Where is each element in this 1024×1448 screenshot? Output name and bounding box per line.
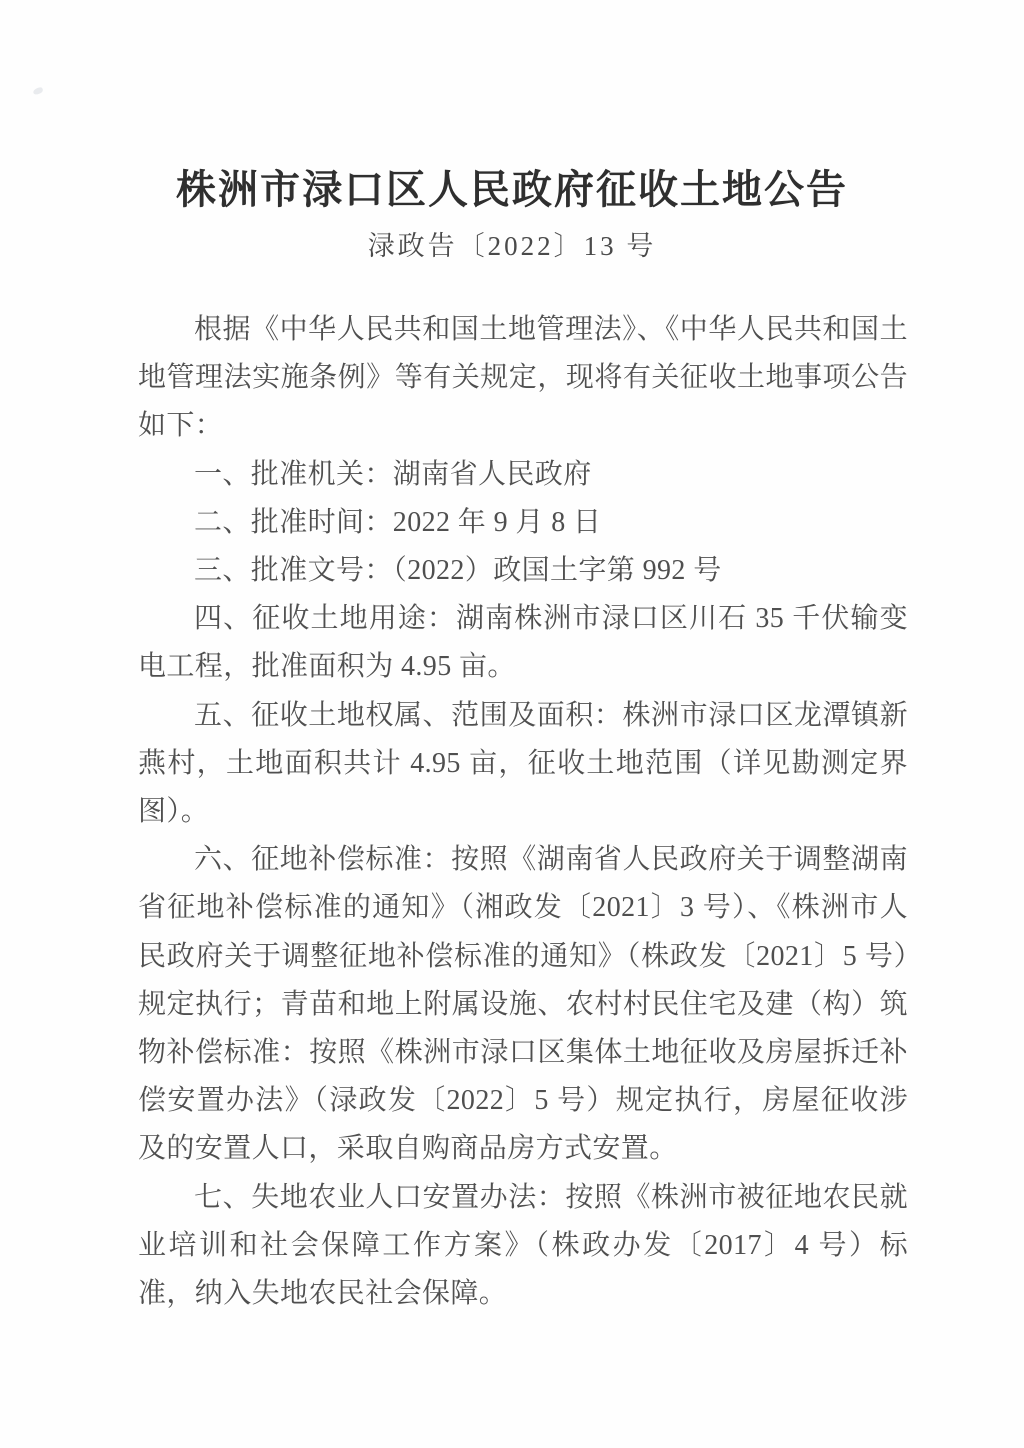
scan-artifact [32, 86, 43, 95]
item-3-approval-doc-number: 三、批准文号：（2022）政国土字第 992 号 [194, 555, 722, 587]
item-4-land-use: 四、征收土地用途：湖南株洲市渌口区川石 35 千伏输变电工程，批准面积为 4.95 亩。 [138, 603, 908, 683]
document-number: 渌政告〔2022〕13 号 [367, 231, 657, 261]
item-2-approval-date: 二、批准时间：2022 年 9 月 8 日 [194, 506, 602, 538]
paragraph-legal-basis: 根据《中华人民共和国土地管理法》、《中华人民共和国土地管理法实施条例》等有关规定，现将有关征收土地事项公告如下： [138, 314, 908, 442]
item-7-resettlement-measures: 七、失地农业人口安置办法：按照《株洲市被征地农民就业培训和社会保障工作方案》（株政办发〔2017〕4 号）标准，纳入失地农民社会保障。 [138, 1181, 908, 1310]
document-body [138, 306, 908, 1318]
item-6-compensation-standard: 六、征地补偿标准：按照《湖南省人民政府关于调整湖南省征地补偿标准的通知》（湘政发〔2021〕3 号）、《株洲市人民政府关于调整征地补偿标准的通知》（株政发〔2021〕5 号）规定执行；青苗和地上附属设施、农村村民住宅及建（构）筑物补偿标准：按照《株洲市渌口区集体土地征收及房屋拆迁补偿安置办法》（渌政发〔2022〕5 号）规定执行，房屋征收涉及的安置人口，采取自购商品房方式安置。 [138, 844, 908, 1165]
document-title: 株洲市渌口区人民政府征收土地公告 [176, 167, 848, 212]
item-5-land-ownership-scope-area: 五、征收土地权属、范围及面积：株洲市渌口区龙潭镇新燕村，土地面积共计 4.95 亩，征收土地范围（详见勘测定界图）。 [138, 699, 908, 828]
item-1-approving-authority: 一、批准机关：湖南省人民政府 [194, 458, 592, 490]
